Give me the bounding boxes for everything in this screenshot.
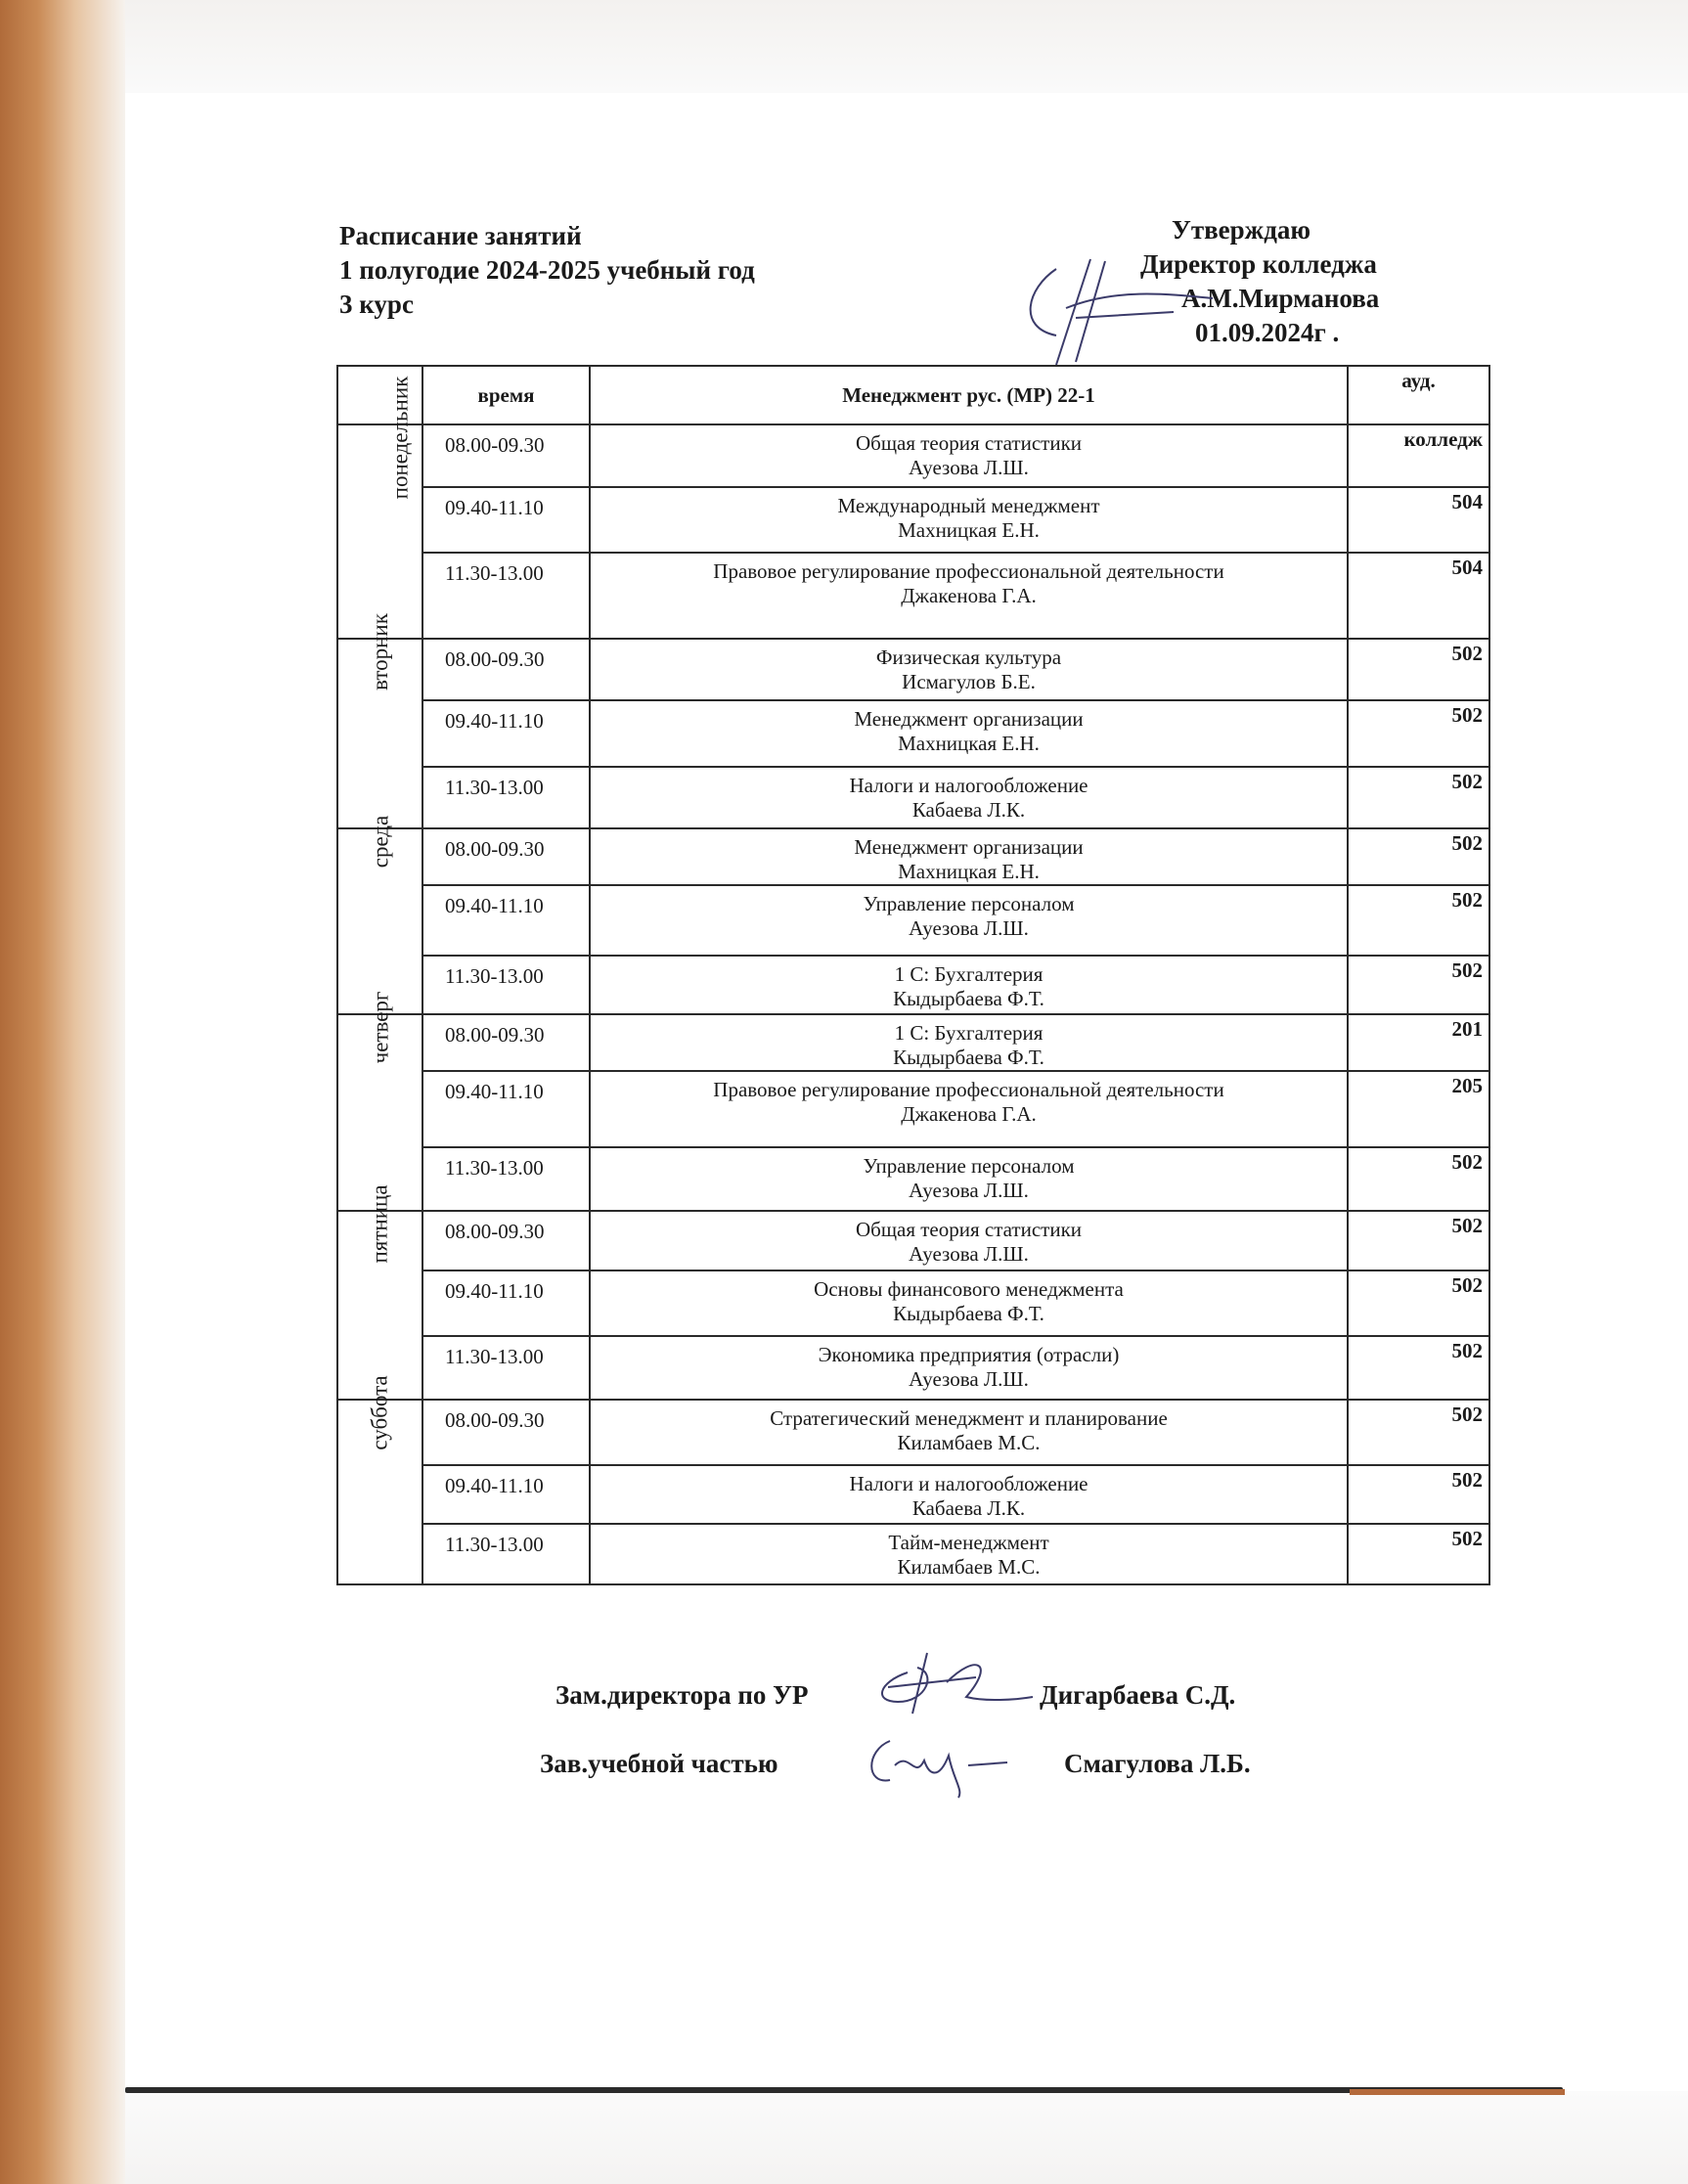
lesson-teacher: Ауезова Л.Ш. bbox=[909, 916, 1029, 940]
lesson-subject: Основы финансового менеджмента bbox=[814, 1277, 1124, 1301]
lesson-subject: Общая теория статистики bbox=[855, 431, 1083, 455]
table-row bbox=[337, 885, 1489, 956]
table-row bbox=[337, 553, 1489, 639]
lesson-room: 504 bbox=[1348, 487, 1489, 553]
table-row bbox=[337, 1211, 1489, 1270]
background-edge-bottom bbox=[125, 2091, 1688, 2184]
table-row bbox=[337, 1071, 1489, 1147]
lesson-subject: Управление персоналом bbox=[863, 1154, 1075, 1178]
lesson-teacher: Махницкая Е.Н. bbox=[898, 518, 1040, 542]
lesson-teacher: Кыдырбаева Ф.Т. bbox=[893, 1046, 1044, 1069]
lesson-time: 09.40-11.10 bbox=[422, 700, 590, 767]
day-label: понедельник bbox=[387, 376, 413, 500]
lesson-room: 205 bbox=[1348, 1071, 1489, 1147]
schedule-course: 3 курс bbox=[339, 290, 414, 319]
lesson-cell bbox=[590, 1400, 1348, 1465]
schedule-term: 1 полугодие 2024-2025 учебный год bbox=[339, 255, 755, 285]
lesson-room: 201 bbox=[1348, 1014, 1489, 1071]
approval-name: А.М.Мирманова bbox=[1181, 284, 1380, 313]
background-edge-top bbox=[125, 0, 1688, 93]
lesson-room: 504 bbox=[1348, 553, 1489, 639]
table-row bbox=[337, 424, 1489, 487]
day-cell bbox=[337, 991, 422, 1211]
lesson-teacher: Ауезова Л.Ш. bbox=[909, 1242, 1029, 1266]
approval-position: Директор колледжа bbox=[1140, 249, 1377, 279]
lesson-time: 08.00-09.30 bbox=[422, 639, 590, 700]
lesson-room: 502 bbox=[1348, 1400, 1489, 1465]
lesson-cell bbox=[590, 700, 1348, 767]
lesson-cell bbox=[590, 767, 1348, 828]
lesson-time: 08.00-09.30 bbox=[422, 828, 590, 885]
schedule-title-block bbox=[339, 219, 755, 322]
lesson-time: 11.30-13.00 bbox=[422, 1147, 590, 1211]
lesson-time: 09.40-11.10 bbox=[422, 487, 590, 553]
header-group: Менеджмент рус. (МР) 22-1 bbox=[590, 366, 1348, 424]
lesson-teacher: Ауезова Л.Ш. bbox=[909, 1179, 1029, 1202]
day-cell bbox=[337, 376, 422, 639]
lesson-room: 502 bbox=[1348, 885, 1489, 956]
lesson-time: 11.30-13.00 bbox=[422, 1336, 590, 1400]
lesson-teacher: Киламбаев М.С. bbox=[897, 1555, 1041, 1579]
lesson-room: 502 bbox=[1348, 700, 1489, 767]
lesson-room: 502 bbox=[1348, 1211, 1489, 1270]
deputy-name: Дигарбаева С.Д. bbox=[1040, 1680, 1236, 1710]
approval-date: 01.09.2024г . bbox=[1195, 318, 1340, 347]
lesson-teacher: Ауезова Л.Ш. bbox=[909, 1367, 1029, 1391]
table-row bbox=[337, 767, 1489, 828]
lesson-room: 502 bbox=[1348, 956, 1489, 1014]
lesson-teacher: Джакенова Г.А. bbox=[901, 584, 1037, 607]
lesson-time: 09.40-11.10 bbox=[422, 1465, 590, 1524]
lesson-subject: Общая теория статистики bbox=[855, 1218, 1083, 1241]
lesson-time: 08.00-09.30 bbox=[422, 1014, 590, 1071]
table-row bbox=[337, 1465, 1489, 1524]
lesson-cell bbox=[590, 1465, 1348, 1524]
table-row bbox=[337, 1147, 1489, 1211]
lesson-teacher: Махницкая Е.Н. bbox=[898, 860, 1040, 883]
lesson-subject: Стратегический менеджмент и планирование bbox=[770, 1406, 1168, 1430]
lesson-room: колледж bbox=[1348, 424, 1489, 487]
lesson-room: 502 bbox=[1348, 1147, 1489, 1211]
head-title: Зав.учебной частью bbox=[540, 1749, 778, 1778]
lesson-cell bbox=[590, 956, 1348, 1014]
head-signature bbox=[861, 1721, 1017, 1800]
lesson-teacher: Кабаева Л.К. bbox=[911, 1496, 1026, 1520]
table-surface-strip bbox=[1350, 2089, 1565, 2095]
page-bottom-edge bbox=[125, 2087, 1563, 2093]
lesson-cell bbox=[590, 487, 1348, 553]
lesson-time: 08.00-09.30 bbox=[422, 1211, 590, 1270]
lesson-subject: Налоги и налогообложение bbox=[849, 1472, 1088, 1495]
lesson-subject: 1 С: Бухгалтерия bbox=[894, 1021, 1044, 1045]
lesson-cell bbox=[590, 1014, 1348, 1071]
schedule-table bbox=[336, 365, 1490, 1585]
lesson-subject: Экономика предприятия (отрасли) bbox=[818, 1343, 1120, 1366]
table-header-row bbox=[337, 366, 1489, 424]
lesson-teacher: Махницкая Е.Н. bbox=[898, 732, 1040, 755]
background-edge-left bbox=[0, 0, 125, 2184]
table-row bbox=[337, 1270, 1489, 1336]
day-label: четверг bbox=[367, 991, 392, 1064]
table-row bbox=[337, 1336, 1489, 1400]
approval-word: Утверждаю bbox=[1172, 215, 1311, 245]
table-row bbox=[337, 639, 1489, 700]
lesson-cell bbox=[590, 1524, 1348, 1584]
lesson-subject: Тайм-менеджмент bbox=[888, 1531, 1049, 1554]
lesson-time: 11.30-13.00 bbox=[422, 1524, 590, 1584]
day-label: пятница bbox=[367, 1184, 392, 1264]
lesson-room: 502 bbox=[1348, 767, 1489, 828]
lesson-subject: Налоги и налогообложение bbox=[849, 774, 1088, 797]
lesson-subject: Управление персоналом bbox=[863, 892, 1075, 915]
deputy-title: Зам.директора по УР bbox=[555, 1680, 809, 1710]
day-label: среда bbox=[368, 815, 392, 869]
table-row bbox=[337, 1524, 1489, 1584]
table-row bbox=[337, 956, 1489, 1014]
lesson-time: 09.40-11.10 bbox=[422, 885, 590, 956]
head-name: Смагулова Л.Б. bbox=[1064, 1749, 1251, 1778]
lesson-teacher: Исмагулов Б.Е. bbox=[902, 670, 1036, 693]
lesson-time: 11.30-13.00 bbox=[422, 767, 590, 828]
lesson-subject: Правовое регулирование профессиональной деятельности bbox=[713, 1078, 1224, 1101]
lesson-subject: Менеджмент организации bbox=[854, 835, 1084, 859]
lesson-cell bbox=[590, 1336, 1348, 1400]
lesson-subject: Физическая культура bbox=[875, 646, 1062, 669]
table-row bbox=[337, 487, 1489, 553]
director-signature bbox=[1017, 249, 1242, 367]
table-row bbox=[337, 1400, 1489, 1465]
lesson-cell bbox=[590, 1147, 1348, 1211]
table-row bbox=[337, 1014, 1489, 1071]
lesson-room: 502 bbox=[1348, 1270, 1489, 1336]
lesson-time: 09.40-11.10 bbox=[422, 1071, 590, 1147]
header-room: ауд. bbox=[1348, 366, 1489, 424]
schedule-title: Расписание занятий bbox=[339, 221, 582, 250]
lesson-cell bbox=[590, 1071, 1348, 1147]
header-time: время bbox=[422, 366, 590, 424]
lesson-subject: 1 С: Бухгалтерия bbox=[894, 962, 1044, 986]
lesson-teacher: Киламбаев М.С. bbox=[897, 1431, 1041, 1454]
lesson-cell bbox=[590, 639, 1348, 700]
lesson-time: 08.00-09.30 bbox=[422, 1400, 590, 1465]
lesson-room: 502 bbox=[1348, 1524, 1489, 1584]
lesson-teacher: Кабаева Л.К. bbox=[911, 798, 1026, 822]
lesson-room: 502 bbox=[1348, 1465, 1489, 1524]
deputy-signature bbox=[868, 1643, 1035, 1721]
table-row bbox=[337, 828, 1489, 885]
day-cell bbox=[337, 815, 422, 1014]
lesson-teacher: Кыдырбаева Ф.Т. bbox=[893, 1302, 1044, 1325]
day-cell bbox=[337, 1375, 422, 1584]
day-cell bbox=[337, 1184, 422, 1400]
lesson-time: 11.30-13.00 bbox=[422, 553, 590, 639]
lesson-subject: Правовое регулирование профессиональной деятельности bbox=[713, 559, 1224, 583]
lesson-teacher: Кыдырбаева Ф.Т. bbox=[893, 987, 1044, 1010]
lesson-cell bbox=[590, 885, 1348, 956]
table-row bbox=[337, 700, 1489, 767]
day-label: суббота bbox=[368, 1375, 392, 1450]
lesson-time: 11.30-13.00 bbox=[422, 956, 590, 1014]
lesson-cell bbox=[590, 1211, 1348, 1270]
lesson-subject: Менеджмент организации bbox=[854, 707, 1084, 731]
lesson-time: 09.40-11.10 bbox=[422, 1270, 590, 1336]
lesson-cell bbox=[590, 553, 1348, 639]
day-label: вторник bbox=[367, 613, 392, 691]
lesson-cell bbox=[590, 828, 1348, 885]
lesson-subject: Международный менеджмент bbox=[837, 494, 1100, 517]
lesson-time: 08.00-09.30 bbox=[422, 424, 590, 487]
lesson-room: 502 bbox=[1348, 639, 1489, 700]
lesson-cell bbox=[590, 1270, 1348, 1336]
day-cell bbox=[337, 613, 422, 828]
lesson-teacher: Ауезова Л.Ш. bbox=[909, 456, 1029, 479]
lesson-room: 502 bbox=[1348, 828, 1489, 885]
lesson-teacher: Джакенова Г.А. bbox=[901, 1102, 1037, 1126]
lesson-cell bbox=[590, 424, 1348, 487]
lesson-room: 502 bbox=[1348, 1336, 1489, 1400]
